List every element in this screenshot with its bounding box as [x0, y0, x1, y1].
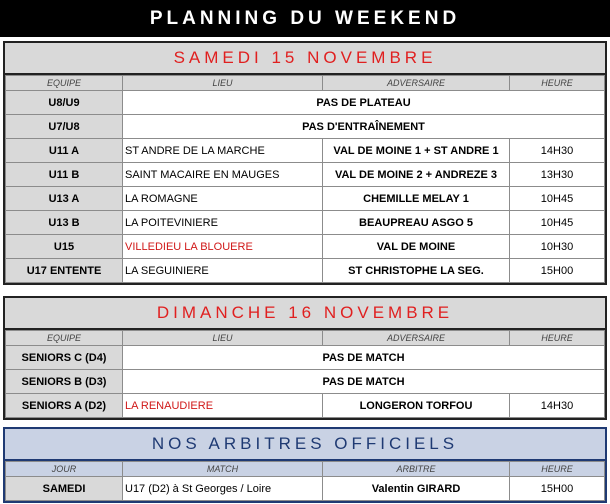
- table-row: [6, 346, 605, 370]
- col-arbitre: ARBITRE: [323, 462, 510, 477]
- table-row: [6, 139, 605, 163]
- lieu-cell: VILLEDIEU LA BLOUERE: [123, 235, 323, 259]
- table-row: [6, 259, 605, 283]
- adversaire-cell: VAL DE MOINE 2 + ANDREZE 3: [323, 163, 510, 187]
- team-cell: U15: [6, 235, 123, 259]
- table-row: [6, 91, 605, 115]
- col-jour: JOUR: [6, 462, 123, 477]
- col-match: MATCH: [123, 462, 323, 477]
- table-row: [6, 370, 605, 394]
- arbitre-cell: Valentin GIRARD: [323, 477, 510, 501]
- heure-cell: 15H00: [510, 477, 605, 501]
- col-adversaire: ADVERSAIRE: [323, 76, 510, 91]
- arbitres-header: NOS ARBITRES OFFICIELS: [5, 429, 605, 461]
- samedi-header: SAMEDI 15 NOVEMBRE: [5, 43, 605, 75]
- arbitres-table: [5, 461, 605, 501]
- jour-cell: SAMEDI: [6, 477, 123, 501]
- status-cell: PAS DE MATCH: [123, 346, 605, 370]
- team-cell: U8/U9: [6, 91, 123, 115]
- status-cell: PAS DE MATCH: [123, 370, 605, 394]
- status-cell: PAS D'ENTRAÎNEMENT: [123, 115, 605, 139]
- table-row: [6, 163, 605, 187]
- heure-cell: 13H30: [510, 163, 605, 187]
- team-cell: U17 ENTENTE: [6, 259, 123, 283]
- team-cell: SENIORS B (D3): [6, 370, 123, 394]
- table-row: [6, 187, 605, 211]
- adversaire-cell: ST CHRISTOPHE LA SEG.: [323, 259, 510, 283]
- dimanche-header: DIMANCHE 16 NOVEMBRE: [5, 298, 605, 330]
- col-lieu: LIEU: [123, 331, 323, 346]
- samedi-table: [5, 75, 605, 283]
- col-adversaire: ADVERSAIRE: [323, 331, 510, 346]
- team-cell: U11 A: [6, 139, 123, 163]
- table-row: [6, 477, 605, 501]
- team-cell: U7/U8: [6, 115, 123, 139]
- heure-cell: 14H30: [510, 139, 605, 163]
- lieu-cell: LA SEGUINIERE: [123, 259, 323, 283]
- page-title: PLANNING DU WEEKEND: [0, 0, 610, 37]
- adversaire-cell: VAL DE MOINE: [323, 235, 510, 259]
- table-row: [6, 235, 605, 259]
- heure-cell: 10H45: [510, 211, 605, 235]
- col-lieu: LIEU: [123, 76, 323, 91]
- team-cell: U13 A: [6, 187, 123, 211]
- table-row: [6, 115, 605, 139]
- table-row: [6, 394, 605, 418]
- adversaire-cell: LONGERON TORFOU: [323, 394, 510, 418]
- lieu-cell: LA POITEVINIERE: [123, 211, 323, 235]
- heure-cell: 10H45: [510, 187, 605, 211]
- team-cell: SENIORS A (D2): [6, 394, 123, 418]
- section-samedi: [3, 41, 607, 285]
- adversaire-cell: CHEMILLE MELAY 1: [323, 187, 510, 211]
- team-cell: U13 B: [6, 211, 123, 235]
- heure-cell: 14H30: [510, 394, 605, 418]
- col-heure: HEURE: [510, 76, 605, 91]
- status-cell: PAS DE PLATEAU: [123, 91, 605, 115]
- adversaire-cell: VAL DE MOINE 1 + ST ANDRE 1: [323, 139, 510, 163]
- match-cell: U17 (D2) à St Georges / Loire: [123, 477, 323, 501]
- col-heure: HEURE: [510, 462, 605, 477]
- lieu-cell: SAINT MACAIRE EN MAUGES: [123, 163, 323, 187]
- section-arbitres: [3, 427, 607, 503]
- adversaire-cell: BEAUPREAU ASGO 5: [323, 211, 510, 235]
- lieu-cell: LA RENAUDIERE: [123, 394, 323, 418]
- heure-cell: 10H30: [510, 235, 605, 259]
- col-heure: HEURE: [510, 331, 605, 346]
- col-equipe: EQUIPE: [6, 331, 123, 346]
- lieu-cell: LA ROMAGNE: [123, 187, 323, 211]
- team-cell: SENIORS C (D4): [6, 346, 123, 370]
- heure-cell: 15H00: [510, 259, 605, 283]
- col-equipe: EQUIPE: [6, 76, 123, 91]
- lieu-cell: ST ANDRE DE LA MARCHE: [123, 139, 323, 163]
- table-row: [6, 211, 605, 235]
- team-cell: U11 B: [6, 163, 123, 187]
- section-dimanche: [3, 296, 607, 420]
- dimanche-table: [5, 330, 605, 418]
